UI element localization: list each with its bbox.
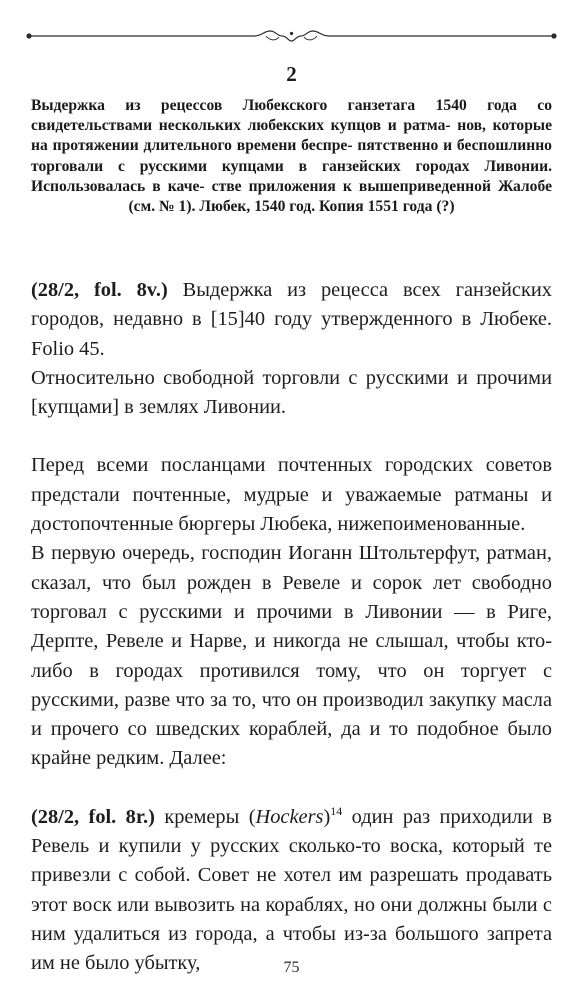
paragraph-text: кремеры ( bbox=[154, 805, 256, 828]
archive-reference: (28/2, fol. 8v.) bbox=[31, 279, 168, 301]
heading-line: стве приложения к вышеприведенной Жалобе (см. № 1). bbox=[128, 177, 552, 216]
ornament-divider bbox=[26, 28, 557, 44]
heading-line: Любек, 1540 год. Копия 1551 года (?) bbox=[199, 198, 455, 216]
footnote-marker: 14 bbox=[330, 803, 343, 818]
archive-reference: (28/2, fol. 8r.) bbox=[31, 805, 155, 828]
paragraph-spacer bbox=[31, 422, 552, 451]
paragraph: Относительно свободной торговли с русскими и прочими [купцами] в землях Ливонии. bbox=[31, 366, 552, 419]
paragraph: Перед всеми посланцами почтенных городских советов предстали почтенные, мудрые и уважаемые ратманы и достопочтенные бюргеры Любека, нижепоименованные. bbox=[31, 454, 552, 536]
heading-line: Выдержка из рецессов Любекского ганзетага 1540 года со bbox=[31, 97, 552, 114]
paragraph-spacer bbox=[31, 774, 552, 803]
heading-line: свидетельствами нескольких любекских купцов и ратма- bbox=[31, 117, 451, 135]
paragraph bbox=[31, 276, 552, 364]
paragraph bbox=[31, 803, 552, 979]
page-number: 75 bbox=[283, 959, 300, 976]
italic-term: Hockers bbox=[255, 805, 324, 828]
document-heading bbox=[31, 96, 552, 217]
heading-line: пятственно и беспошлинно торговали с русскими купцами bbox=[31, 137, 552, 175]
document-number: 2 bbox=[286, 62, 297, 86]
heading-line: в ганзейских городах Ливонии. Использовалась в каче- bbox=[31, 157, 552, 195]
paragraph: В первую очередь, господин Иоганн Штольтерфут, ратман, сказал, что был рожден в Ревеле и сорок лет свободно торговал с русскими и прочими в Ливонии — в Риге, Дерпте, Ревеле и Нарве, и никогда не слышал, чтобы кто-либо в городах противился тому, что он торгует с русскими, разве что за то, что он производил закупку масла и прочего со шведских кораблей, да и то подобное было крайне редким. Далее: bbox=[31, 542, 552, 770]
document-body bbox=[31, 276, 552, 979]
paragraph-text: ) bbox=[323, 805, 331, 828]
paragraph-text: Выдержка из рецесса всех ганзейских городов, недавно в [15]40 году утвержденного в Любеке. Folio 45. bbox=[31, 279, 552, 360]
heading-line: нов, которые на протяжении длительного времени беспре- bbox=[31, 117, 552, 155]
paragraph-text: один раз приходили в Ревель и купили у русских сколько-то воска, который те привезли с собой. Совет не хотел им разрешать продавать этот воск или вывозить на кораблях, но они должны были с ним удалиться из города, а чтобы из-за большого запрета им не было убытку, bbox=[31, 805, 552, 975]
